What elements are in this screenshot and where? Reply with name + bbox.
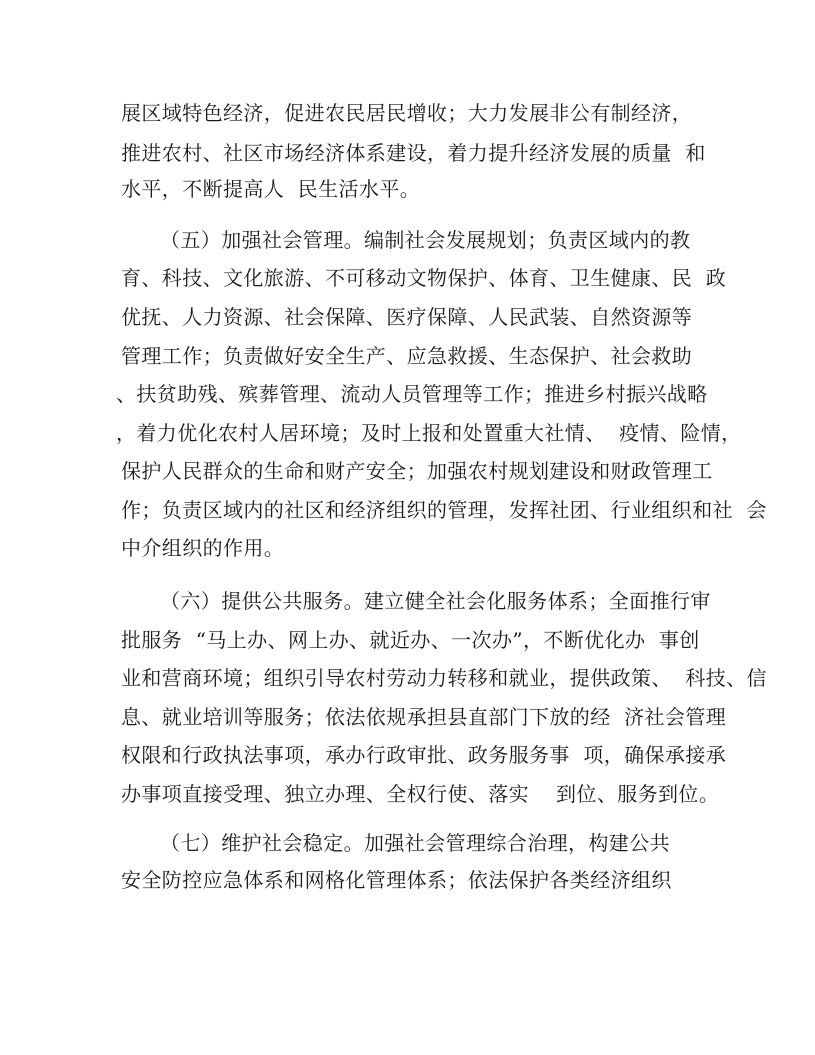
text-line: 中介组织的作用。	[121, 536, 285, 560]
paragraph-heading-6: （六）提供公共服务。建立健全社会化服务体系；全面推行审	[160, 589, 711, 613]
text-line: 保护人民群众的生命和财产安全；加强农村规划建设和财政管理工	[121, 459, 713, 483]
text-line: 作；负责区域内的社区和经济组织的管理，发挥社团、行业组织和社 会	[121, 498, 767, 522]
text-line: 安全防控应急体系和网格化管理体系；依法保护各类经济组织	[121, 868, 672, 892]
text-line: 业和营商环境；组织引导农村劳动力转移和就业，提供政策、 科技、信	[121, 666, 767, 690]
text-line: 展区域特色经济，促进农民居民增收；大力发展非公有制经济，	[121, 101, 693, 125]
paragraph-heading-5: （五）加强社会管理。编制社会发展规划；负责区域内的教	[160, 228, 691, 252]
text-line: 、扶贫助残、殡葬管理、流动人员管理等工作；推进乡村振兴战略	[116, 382, 708, 406]
text-line: 办事项直接受理、独立办理、全权行使、落实 到位、服务到位。	[121, 782, 720, 806]
text-line: 水平，不断提高人 民生活水平。	[121, 177, 421, 201]
text-line: 批服务 “马上办、网上办、就近办、一次办”，不断优化办 事创	[121, 628, 700, 652]
text-line: 息、就业培训等服务；依法依规承担县直部门下放的经 济社会管理	[121, 705, 727, 729]
text-line: ，着力优化农村人居环境；及时上报和处置重大社情、 疫情、险情，	[116, 421, 742, 445]
paragraph-heading-7: （七）维护社会稳定。加强社会管理综合治理，构建公共	[160, 831, 670, 855]
text-line: 育、科技、文化旅游、不可移动文物保护、体育、卫生健康、民 政	[121, 266, 727, 290]
text-line: 权限和行政执法事项，承办行政审批、政务服务事 项，确保承接承	[121, 743, 727, 767]
text-line: 推进农村、社区市场经济体系建设，着力提升经济发展的质量 和	[121, 141, 706, 165]
text-line: 管理工作；负责做好安全生产、应急救援、生态保护、社会救助	[121, 344, 693, 368]
text-line: 优抚、人力资源、社会保障、医疗保障、人民武装、自然资源等	[121, 305, 693, 329]
